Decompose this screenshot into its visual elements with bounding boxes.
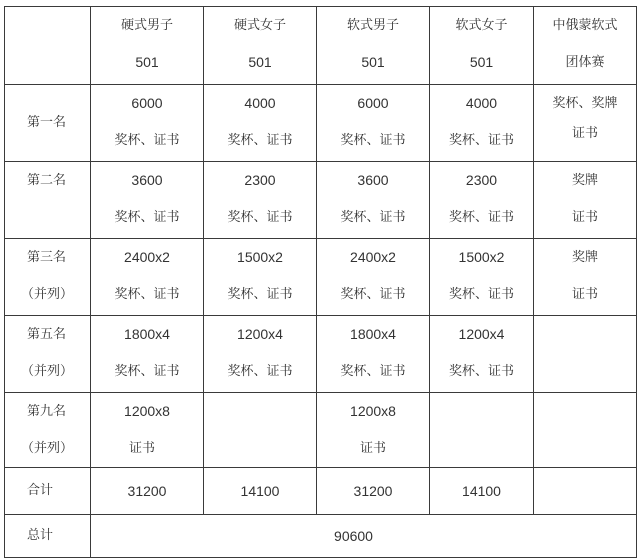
row-label-line2: （并列） <box>21 287 74 302</box>
row-label <box>5 239 91 316</box>
team-award-line2: 证书 <box>571 126 598 141</box>
prize-row <box>5 162 637 239</box>
prize-amount: 4000 <box>244 95 276 111</box>
prize-amount: 1800x4 <box>350 326 396 342</box>
prize-amount: 2400x2 <box>350 249 396 265</box>
prize-award: 奖杯、证书 <box>114 287 180 302</box>
header-line2: 团体赛 <box>565 55 605 70</box>
prize-row <box>5 393 637 468</box>
prize-cell <box>430 239 534 316</box>
prize-award: 证书 <box>359 441 386 456</box>
team-award-line2: 证书 <box>571 210 598 225</box>
prize-award: 奖杯、证书 <box>448 210 514 225</box>
team-prize-cell <box>534 85 637 162</box>
header-line1: 硬式女子 <box>233 18 286 33</box>
subtotal-cell <box>534 468 637 515</box>
header-line2: 501 <box>135 54 159 70</box>
prize-amount: 3600 <box>131 172 163 188</box>
subtotal-label: 合计 <box>5 468 91 515</box>
header-line1: 中俄蒙软式 <box>552 18 618 33</box>
team-award-line1: 奖杯、奖牌 <box>552 96 618 111</box>
prize-amount: 1200x8 <box>124 403 170 419</box>
prize-amount: 1200x8 <box>350 403 396 419</box>
team-prize-cell <box>534 162 637 239</box>
prize-cell <box>204 239 317 316</box>
prize-cell <box>430 162 534 239</box>
prize-cell <box>91 85 204 162</box>
prize-row <box>5 239 637 316</box>
prize-cell <box>317 239 430 316</box>
header-line1: 软式女子 <box>455 18 508 33</box>
header-line2: 501 <box>248 54 272 70</box>
row-label <box>5 316 91 393</box>
team-prize-cell <box>534 316 637 393</box>
prize-row <box>5 85 637 162</box>
corner-cell <box>5 7 91 85</box>
subtotal-cell <box>430 468 534 515</box>
prize-cell <box>430 316 534 393</box>
team-award-line1: 奖牌 <box>571 173 598 188</box>
row-label-line1: 第一名 <box>27 115 67 130</box>
grand-total-cell <box>91 515 637 558</box>
team-award-line1: 奖牌 <box>571 250 598 265</box>
prize-cell <box>204 393 317 468</box>
grand-total-value: 90600 <box>334 528 373 544</box>
team-prize-cell <box>534 393 637 468</box>
header-line2: 501 <box>469 54 494 70</box>
prize-row <box>5 316 637 393</box>
subtotal-value: 31200 <box>127 483 167 499</box>
prize-award: 奖杯、证书 <box>227 133 293 148</box>
header-cell <box>534 7 637 85</box>
header-line1: 硬式男子 <box>120 18 173 33</box>
prize-amount: 3600 <box>357 172 389 188</box>
subtotal-value: 14100 <box>462 483 501 499</box>
header-row <box>5 7 637 85</box>
header-cell <box>317 7 430 85</box>
subtotal-cell <box>204 468 317 515</box>
prize-cell <box>91 393 204 468</box>
prize-award: 证书 <box>129 441 156 456</box>
prize-amount: 1200x4 <box>458 326 505 342</box>
prize-award: 奖杯、证书 <box>114 364 180 379</box>
prize-cell <box>317 85 430 162</box>
row-label-line1: 第三名 <box>27 250 67 265</box>
team-prize-cell <box>534 239 637 316</box>
header-line2: 501 <box>361 54 385 70</box>
header-cell <box>91 7 204 85</box>
prize-cell <box>317 316 430 393</box>
subtotal-cell <box>91 468 204 515</box>
prize-award: 奖杯、证书 <box>227 364 293 379</box>
grand-total-label: 总计 <box>5 515 91 558</box>
row-label <box>5 393 91 468</box>
prize-amount: 6000 <box>131 95 163 111</box>
team-award-line2: 证书 <box>571 287 598 302</box>
prize-amount: 1200x4 <box>237 326 283 342</box>
prize-cell <box>91 162 204 239</box>
prize-award: 奖杯、证书 <box>340 364 406 379</box>
prize-cell <box>204 316 317 393</box>
prize-cell <box>430 85 534 162</box>
prize-award: 奖杯、证书 <box>227 287 293 302</box>
prize-cell <box>317 393 430 468</box>
prize-award: 奖杯、证书 <box>448 133 514 148</box>
prize-award: 奖杯、证书 <box>340 210 406 225</box>
prize-amount: 1500x2 <box>237 249 283 265</box>
row-label-line2: （并列） <box>21 441 74 456</box>
prize-award: 奖杯、证书 <box>340 287 406 302</box>
subtotal-value: 31200 <box>353 483 393 499</box>
prize-award: 奖杯、证书 <box>114 133 180 148</box>
prize-cell <box>430 393 534 468</box>
row-label-line2: （并列） <box>21 364 74 379</box>
prize-award: 奖杯、证书 <box>114 210 180 225</box>
prize-award: 奖杯、证书 <box>448 364 514 379</box>
subtotal-row <box>5 468 637 515</box>
prize-cell <box>204 162 317 239</box>
prize-award: 奖杯、证书 <box>340 133 406 148</box>
prize-table <box>4 6 637 558</box>
row-label-line1: 第二名 <box>27 173 67 188</box>
prize-cell <box>204 85 317 162</box>
grand-total-row <box>5 515 637 558</box>
prize-amount: 1800x4 <box>124 326 170 342</box>
header-line1: 软式男子 <box>346 18 399 33</box>
prize-amount: 2400x2 <box>124 249 170 265</box>
subtotal-cell <box>317 468 430 515</box>
prize-cell <box>91 316 204 393</box>
prize-amount: 1500x2 <box>458 249 505 265</box>
prize-amount: 6000 <box>357 95 389 111</box>
prize-amount: 4000 <box>465 95 498 111</box>
prize-amount: 2300 <box>244 172 276 188</box>
prize-amount: 2300 <box>465 172 498 188</box>
header-cell <box>204 7 317 85</box>
row-label <box>5 162 91 239</box>
prize-award: 奖杯、证书 <box>227 210 293 225</box>
row-label <box>5 85 91 162</box>
subtotal-value: 14100 <box>240 483 280 499</box>
prize-cell <box>317 162 430 239</box>
prize-cell <box>91 239 204 316</box>
prize-award: 奖杯、证书 <box>448 287 514 302</box>
row-label-line1: 第五名 <box>27 327 67 342</box>
row-label-line1: 第九名 <box>27 404 67 419</box>
header-cell <box>430 7 534 85</box>
